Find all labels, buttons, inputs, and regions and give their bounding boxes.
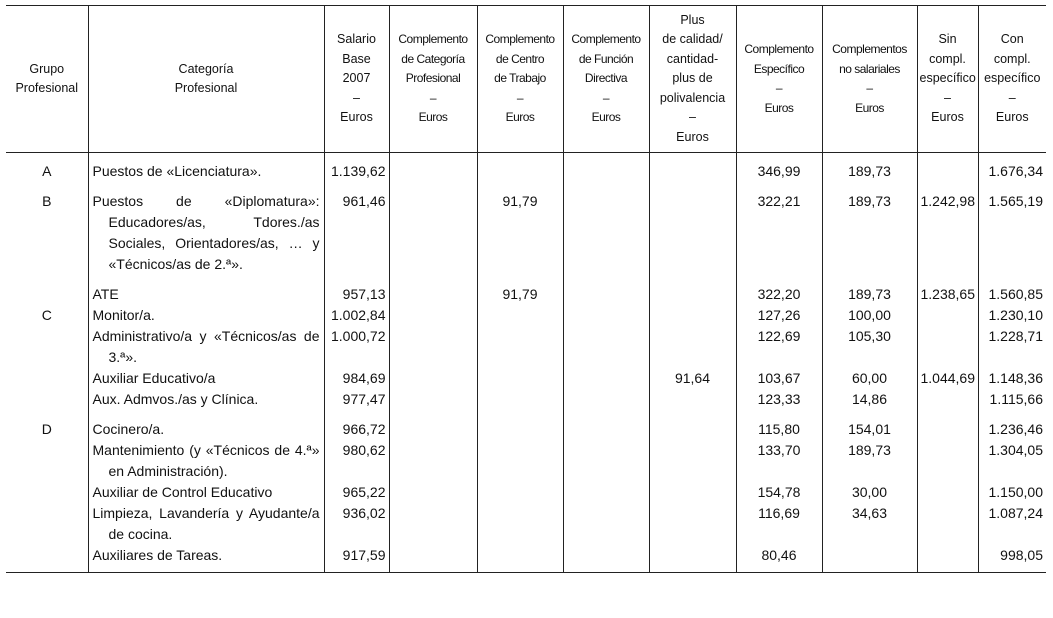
header-line: Euros — [505, 110, 535, 125]
complemento-funcion-cell — [563, 440, 649, 482]
sin-compl-cell — [917, 305, 978, 326]
header-complemento-funcion — [563, 6, 649, 153]
complemento-centro-cell: 91,79 — [477, 275, 563, 305]
table-row — [6, 410, 1046, 440]
complemento-funcion-cell — [563, 153, 649, 183]
categoria-text: Puestos de «Licenciatura». — [92, 163, 262, 179]
complementos-no-salariales-cell: 14,86 — [822, 389, 917, 410]
header-line: de Trabajo — [494, 71, 546, 86]
header-line: – — [775, 81, 783, 95]
categoria-text: Auxiliar de Control Educativo — [92, 484, 273, 500]
header-line: Complemento — [485, 32, 555, 47]
grupo-cell — [6, 545, 88, 573]
header-line: específico — [984, 71, 1041, 86]
header-con-compl — [978, 6, 1046, 153]
header-line: Euros — [855, 100, 884, 115]
table-row — [6, 440, 1046, 482]
sin-compl-cell — [917, 326, 978, 368]
complemento-categoria-cell — [389, 410, 477, 440]
salario-base-cell: 965,22 — [324, 482, 389, 503]
grupo-cell — [6, 275, 88, 305]
salario-base-cell: 1.000,72 — [324, 326, 389, 368]
header-line: Euros — [340, 110, 373, 125]
table-row — [6, 326, 1046, 368]
plus-calidad-cell — [649, 326, 736, 368]
categoria-text: Cocinero/a. — [92, 421, 165, 437]
grupo-cell — [6, 326, 88, 368]
plus-calidad-cell — [649, 182, 736, 275]
header-line: Específico — [753, 61, 805, 76]
complementos-no-salariales-cell: 100,00 — [822, 305, 917, 326]
grupo-cell: A — [42, 163, 52, 179]
categoria-cell — [88, 153, 324, 183]
complementos-no-salariales-cell: 189,73 — [822, 153, 917, 183]
header-line: de Función — [578, 51, 634, 66]
categoria-cell — [88, 410, 324, 440]
table-row — [6, 482, 1046, 503]
complemento-categoria-cell — [389, 440, 477, 482]
con-compl-cell: 1.304,05 — [978, 440, 1046, 482]
salary-table — [6, 5, 1046, 573]
header-plus-calidad — [649, 6, 736, 153]
header-line: específico — [919, 71, 976, 86]
complemento-centro-cell — [477, 326, 563, 368]
complemento-funcion-cell — [563, 410, 649, 440]
header-line: Con — [1000, 32, 1024, 47]
complemento-especifico-cell: 154,78 — [736, 482, 822, 503]
complemento-categoria-cell — [389, 275, 477, 305]
salario-base-cell: 966,72 — [324, 410, 389, 440]
complemento-especifico-cell: 122,69 — [736, 326, 822, 368]
con-compl-cell: 998,05 — [978, 545, 1046, 573]
header-line: Profesional — [15, 81, 79, 95]
complemento-especifico-cell: 127,26 — [736, 305, 822, 326]
plus-calidad-cell — [649, 410, 736, 440]
header-line: – — [944, 90, 951, 105]
categoria-cell — [88, 389, 324, 410]
complemento-categoria-cell — [389, 389, 477, 410]
complementos-no-salariales-cell — [822, 545, 917, 573]
complemento-especifico-cell: 133,70 — [736, 440, 822, 482]
categoria-text: ATE — [92, 286, 119, 302]
table-row — [6, 389, 1046, 410]
salario-base-cell: 1.002,84 — [324, 305, 389, 326]
categoria-text: Mantenimiento (y «Técnicos de 4.ª» en Administración). — [92, 442, 320, 479]
complemento-centro-cell — [477, 153, 563, 183]
grupo-cell: C — [41, 307, 52, 323]
complemento-centro-cell — [477, 305, 563, 326]
grupo-cell: D — [41, 421, 52, 437]
header-sin-compl — [917, 6, 978, 153]
header-line: Plus — [680, 12, 705, 27]
plus-calidad-cell — [649, 153, 736, 183]
plus-calidad-cell — [649, 440, 736, 482]
sin-compl-cell — [917, 482, 978, 503]
complemento-centro-cell — [477, 389, 563, 410]
header-line: Salario — [337, 32, 376, 47]
plus-calidad-cell — [649, 389, 736, 410]
header-line: Directiva — [584, 71, 628, 86]
header-line: Euros — [591, 110, 621, 125]
header-complemento-especifico — [736, 6, 822, 153]
plus-calidad-cell — [649, 305, 736, 326]
table-row — [6, 182, 1046, 275]
header-line: – — [866, 81, 873, 95]
header-line: – — [429, 90, 437, 105]
sin-compl-cell — [917, 440, 978, 482]
sin-compl-cell — [917, 410, 978, 440]
header-line: – — [353, 90, 360, 105]
header-line: cantidad- — [666, 51, 719, 66]
complemento-especifico-cell: 346,99 — [736, 153, 822, 183]
table-body — [6, 153, 1046, 573]
complemento-especifico-cell: 322,21 — [736, 182, 822, 275]
complementos-no-salariales-cell: 60,00 — [822, 368, 917, 389]
header-categoria — [88, 6, 324, 153]
con-compl-cell: 1.565,19 — [978, 182, 1046, 275]
salario-base-cell: 984,69 — [324, 368, 389, 389]
header-row — [6, 6, 1046, 153]
categoria-text: Monitor/a. — [92, 307, 155, 323]
table-row — [6, 503, 1046, 545]
sin-compl-cell — [917, 503, 978, 545]
complementos-no-salariales-cell: 189,73 — [822, 440, 917, 482]
grupo-cell: B — [42, 193, 52, 209]
header-line: – — [602, 90, 610, 105]
complemento-especifico-cell: 123,33 — [736, 389, 822, 410]
sin-compl-cell — [917, 545, 978, 573]
complemento-funcion-cell — [563, 389, 649, 410]
complemento-centro-cell — [477, 545, 563, 573]
complemento-categoria-cell — [389, 305, 477, 326]
complementos-no-salariales-cell: 189,73 — [822, 275, 917, 305]
header-line: compl. — [929, 51, 966, 66]
header-line: Grupo — [29, 61, 65, 76]
complemento-centro-cell — [477, 440, 563, 482]
complementos-no-salariales-cell: 34,63 — [822, 503, 917, 545]
header-line: polivalencia — [659, 90, 726, 105]
header-line: – — [689, 110, 696, 125]
con-compl-cell: 1.115,66 — [978, 389, 1046, 410]
header-line: Euros — [931, 110, 964, 125]
sin-compl-cell: 1.044,69 — [917, 368, 978, 389]
complemento-centro-cell — [477, 410, 563, 440]
complemento-funcion-cell — [563, 305, 649, 326]
header-complemento-centro — [477, 6, 563, 153]
categoria-cell — [88, 305, 324, 326]
salario-base-cell: 1.139,62 — [324, 153, 389, 183]
complemento-categoria-cell — [389, 182, 477, 275]
complemento-centro-cell: 91,79 — [477, 182, 563, 275]
header-line: Complemento — [398, 32, 468, 47]
header-line: de Centro — [495, 51, 545, 66]
categoria-text: Puestos de «Diplomatura»: Educadores/as, Tdores./as Sociales, Orientadores/as, … y «Técnicos/as de 2.ª». — [92, 193, 320, 272]
grupo-cell — [6, 503, 88, 545]
header-line: Complemento — [571, 32, 641, 47]
sin-compl-cell: 1.242,98 — [917, 182, 978, 275]
header-line: plus de — [672, 71, 713, 86]
complemento-especifico-cell: 116,69 — [736, 503, 822, 545]
complementos-no-salariales-cell: 105,30 — [822, 326, 917, 368]
header-line: – — [516, 90, 524, 105]
grupo-cell — [6, 440, 88, 482]
header-line: Sin — [938, 32, 957, 47]
header-line: Euros — [764, 100, 794, 115]
header-line: Profesional — [174, 81, 238, 95]
header-line: de calidad/ — [662, 32, 723, 47]
sin-compl-cell — [917, 389, 978, 410]
con-compl-cell: 1.676,34 — [978, 153, 1046, 183]
header-line: Complementos — [832, 42, 907, 56]
complemento-funcion-cell — [563, 182, 649, 275]
complementos-no-salariales-cell: 30,00 — [822, 482, 917, 503]
complemento-funcion-cell — [563, 545, 649, 573]
header-line: compl. — [993, 51, 1031, 66]
salario-base-cell: 980,62 — [324, 440, 389, 482]
categoria-cell — [88, 440, 324, 482]
complemento-especifico-cell: 103,67 — [736, 368, 822, 389]
header-line: Profesional — [405, 71, 461, 86]
con-compl-cell: 1.087,24 — [978, 503, 1046, 545]
table-row — [6, 275, 1046, 305]
header-line: Euros — [995, 110, 1029, 125]
categoria-cell — [88, 326, 324, 368]
categoria-text: Auxiliares de Tareas. — [92, 547, 223, 563]
header-complementos-no-salariales — [822, 6, 917, 153]
plus-calidad-cell — [649, 545, 736, 573]
plus-calidad-cell — [649, 275, 736, 305]
complemento-funcion-cell — [563, 326, 649, 368]
header-line: Euros — [676, 129, 709, 144]
plus-calidad-cell — [649, 482, 736, 503]
salario-base-cell: 961,46 — [324, 182, 389, 275]
con-compl-cell: 1.228,71 — [978, 326, 1046, 368]
header-line: Categoría — [178, 61, 234, 76]
complemento-categoria-cell — [389, 153, 477, 183]
sin-compl-cell — [917, 153, 978, 183]
categoria-text: Aux. Admvos./as y Clínica. — [92, 391, 259, 407]
complemento-categoria-cell — [389, 482, 477, 503]
header-line: Euros — [418, 110, 448, 125]
header-line: 2007 — [342, 71, 371, 86]
salario-base-cell: 977,47 — [324, 389, 389, 410]
complemento-categoria-cell — [389, 545, 477, 573]
complemento-funcion-cell — [563, 482, 649, 503]
categoria-cell — [88, 482, 324, 503]
categoria-cell — [88, 545, 324, 573]
con-compl-cell: 1.150,00 — [978, 482, 1046, 503]
complemento-categoria-cell — [389, 368, 477, 389]
complemento-categoria-cell — [389, 503, 477, 545]
salario-base-cell: 936,02 — [324, 503, 389, 545]
complementos-no-salariales-cell: 189,73 — [822, 182, 917, 275]
con-compl-cell: 1.236,46 — [978, 410, 1046, 440]
table-row — [6, 545, 1046, 573]
header-complemento-categoria — [389, 6, 477, 153]
header-line: Base — [342, 51, 371, 66]
grupo-cell — [6, 389, 88, 410]
salario-base-cell: 957,13 — [324, 275, 389, 305]
complemento-centro-cell — [477, 368, 563, 389]
complemento-especifico-cell: 322,20 — [736, 275, 822, 305]
table-row — [6, 368, 1046, 389]
con-compl-cell: 1.230,10 — [978, 305, 1046, 326]
header-salario-base — [324, 6, 389, 153]
categoria-cell — [88, 503, 324, 545]
categoria-text: Auxiliar Educativo/a — [92, 370, 216, 386]
con-compl-cell: 1.560,85 — [978, 275, 1046, 305]
con-compl-cell: 1.148,36 — [978, 368, 1046, 389]
grupo-cell — [6, 368, 88, 389]
grupo-cell — [6, 482, 88, 503]
complemento-funcion-cell — [563, 368, 649, 389]
plus-calidad-cell: 91,64 — [649, 368, 736, 389]
header-line: – — [1008, 90, 1016, 105]
complemento-especifico-cell: 80,46 — [736, 545, 822, 573]
header-grupo — [6, 6, 88, 153]
categoria-cell — [88, 368, 324, 389]
complemento-funcion-cell — [563, 503, 649, 545]
complementos-no-salariales-cell: 154,01 — [822, 410, 917, 440]
salario-base-cell: 917,59 — [324, 545, 389, 573]
categoria-text: Administrativo/a y «Técnicos/as de 3.ª». — [92, 328, 320, 365]
header-line: Complemento — [744, 42, 814, 56]
plus-calidad-cell — [649, 503, 736, 545]
complemento-funcion-cell — [563, 275, 649, 305]
header-line: de Categoría — [401, 51, 465, 66]
categoria-cell — [88, 275, 324, 305]
sin-compl-cell: 1.238,65 — [917, 275, 978, 305]
categoria-cell — [88, 182, 324, 275]
header-line: no salariales — [839, 61, 900, 76]
categoria-text: Limpieza, Lavandería y Ayudante/a de cocina. — [92, 505, 320, 542]
complemento-especifico-cell: 115,80 — [736, 410, 822, 440]
table-row — [6, 305, 1046, 326]
complemento-centro-cell — [477, 482, 563, 503]
complemento-centro-cell — [477, 503, 563, 545]
table-row — [6, 153, 1046, 183]
complemento-categoria-cell — [389, 326, 477, 368]
